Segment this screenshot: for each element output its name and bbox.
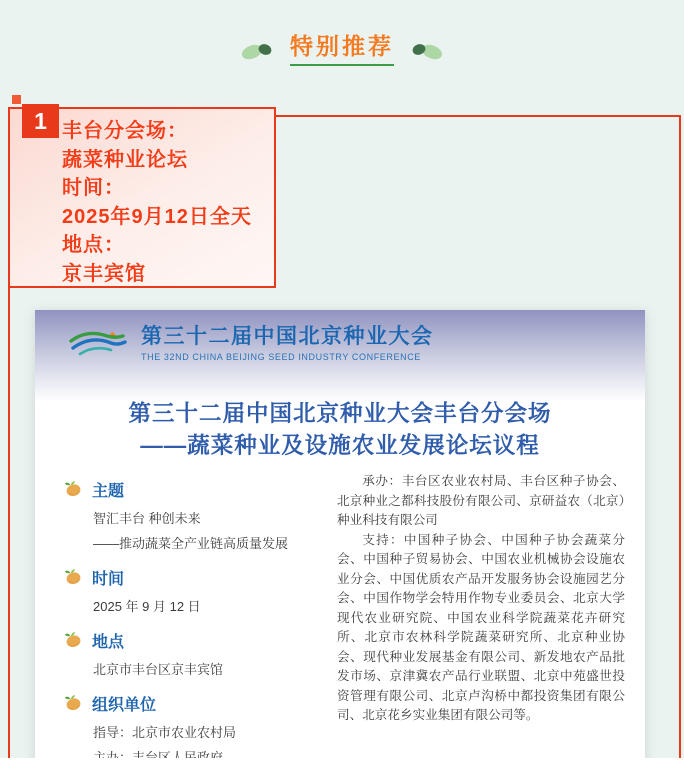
leaves-icon <box>408 36 444 62</box>
section-text: 智汇丰台 种创未来 <box>93 511 201 526</box>
seed-icon <box>63 692 84 713</box>
poster-header <box>35 310 645 402</box>
section-time <box>63 566 325 619</box>
section-text: ——推动蔬菜全产业链高质量发展 <box>93 536 289 551</box>
promo-box <box>8 107 276 288</box>
promo-badge-number: 1 <box>22 104 59 138</box>
section-heading-row <box>63 692 325 715</box>
leaves-icon <box>240 36 276 62</box>
seed-icon <box>63 566 84 587</box>
section-heading: 时间 <box>92 571 125 588</box>
organizer-paragraphs <box>337 472 625 766</box>
logo-title: 第三十二届中国北京种业大会 <box>141 325 434 348</box>
special-recommendation-banner <box>0 24 684 74</box>
section-organizers <box>63 692 325 766</box>
banner-title: 特别推荐 <box>290 32 394 59</box>
poster-body <box>35 474 645 766</box>
info-column <box>63 478 325 766</box>
poster-title <box>35 398 645 462</box>
seed-icon <box>63 478 84 499</box>
paragraph-undertaker: 承办：丰台区农业农村局、丰台区种子协会、北京种业之都科技股份有限公司、京研益农（北京）种业科技有限公司 <box>337 474 625 527</box>
bottom-strip <box>0 758 684 766</box>
section-heading-row <box>63 478 325 501</box>
logo-subtitle: THE 32ND CHINA BEIJING SEED INDUSTRY CONFERENCE <box>141 352 421 362</box>
paragraph-supporters: 支持：中国种子协会、中国种子协会蔬菜分会、中国种子贸易协会、中国农业机械协会设施农业分会、中国优质农产品开发服务协会设施园艺分会、中国作物学会特用作物专业委员会、北京大学现代农业研究院、中国农业科学院蔬菜花卉研究所、北京市农林科学院蔬菜研究所、北京种业协会、现代种业发展基金有限公司、新发地农产品批发市场、京津冀农产品行业联盟、北京中苑盛世投资管理有限公司、北京卢沟桥中都投资集团有限公司、北京花乡实业集团有限公司等。 <box>337 532 625 722</box>
promo-line: 京丰宾馆 <box>62 262 146 285</box>
section-heading: 组织单位 <box>92 697 157 714</box>
section-theme <box>63 478 325 556</box>
seed-icon <box>63 629 84 650</box>
promo-line: 2025年9月12日全天 <box>62 205 252 228</box>
waves-sun-logo-icon <box>67 324 129 362</box>
promo-line: 丰台分会场： <box>62 120 188 142</box>
section-text: 指导：北京市农业农村局 <box>93 725 237 740</box>
section-heading: 主题 <box>92 483 125 500</box>
promo-text <box>62 117 252 288</box>
frame-right-line <box>679 115 681 758</box>
section-text: 2025 年 9 月 12 日 <box>93 599 201 614</box>
poster-title-line2: ——蔬菜种业及设施农业发展论坛议程 <box>140 433 540 458</box>
banner-underline <box>290 64 394 66</box>
conference-poster <box>35 310 645 766</box>
section-heading-row <box>63 566 325 589</box>
frame-top-line <box>276 115 681 117</box>
section-heading: 地点 <box>92 634 125 651</box>
promo-line: 地点： <box>62 234 125 256</box>
promo-line: 蔬菜种业论坛 <box>62 148 188 171</box>
promo-line: 时间： <box>62 177 125 199</box>
section-heading-row <box>63 629 325 652</box>
poster-title-line1: 第三十二届中国北京种业大会丰台分会场 <box>128 401 552 426</box>
conference-logo <box>67 324 434 362</box>
decor-square <box>12 95 21 104</box>
section-text: 北京市丰台区京丰宾馆 <box>93 662 224 677</box>
section-location <box>63 629 325 682</box>
